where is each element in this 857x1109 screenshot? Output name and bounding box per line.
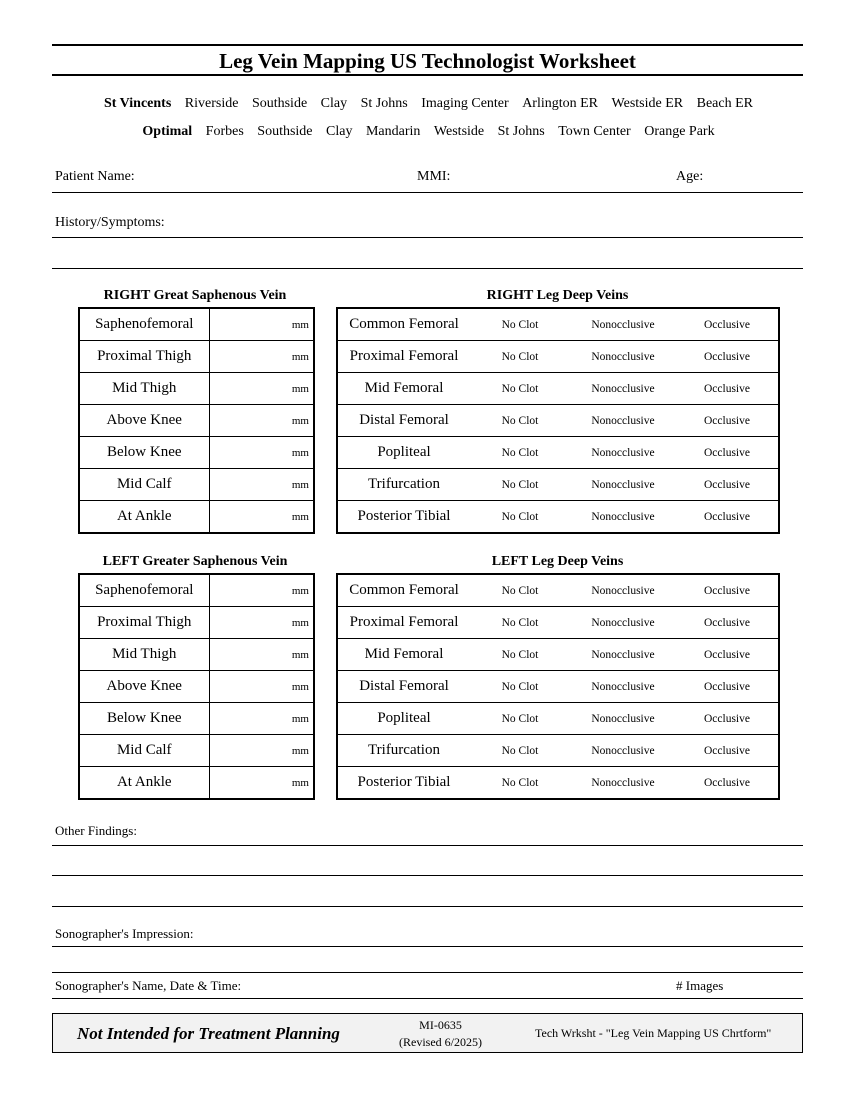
site-option[interactable]: Southside: [257, 124, 313, 139]
vein-segment-label: Above Knee: [79, 671, 209, 703]
diameter-mm-field[interactable]: mm: [209, 639, 314, 671]
no-clot-option[interactable]: No Clot: [470, 607, 570, 639]
deep-vein-label: Common Femoral: [337, 574, 470, 607]
brand-st-vincents: St Vincents: [103, 96, 172, 111]
vein-segment-label: Saphenofemoral: [79, 308, 209, 341]
nonocclusive-option[interactable]: Nonocclusive: [570, 308, 676, 341]
occlusive-option[interactable]: Occlusive: [676, 501, 779, 534]
nonocclusive-option[interactable]: Nonocclusive: [570, 607, 676, 639]
site-option[interactable]: Imaging Center: [421, 96, 509, 111]
site-option[interactable]: Beach ER: [696, 96, 753, 111]
site-option[interactable]: Westside ER: [611, 96, 684, 111]
no-clot-option[interactable]: No Clot: [470, 341, 570, 373]
gsv-row: [79, 501, 314, 534]
diameter-mm-field[interactable]: mm: [209, 308, 314, 341]
deep-vein-label: Distal Femoral: [337, 671, 470, 703]
nonocclusive-option[interactable]: Nonocclusive: [570, 703, 676, 735]
right-deep-title: RIGHT Leg Deep Veins: [486, 288, 629, 303]
deep-vein-row: [337, 308, 779, 341]
no-clot-option[interactable]: No Clot: [470, 671, 570, 703]
left-deep-table: [336, 573, 780, 800]
deep-vein-row: [337, 501, 779, 534]
site-option[interactable]: Town Center: [558, 124, 631, 139]
occlusive-option[interactable]: Occlusive: [676, 405, 779, 437]
form-code: MI-0635: [419, 1018, 462, 1032]
occlusive-option[interactable]: Occlusive: [676, 574, 779, 607]
deep-vein-row: [337, 607, 779, 639]
diameter-mm-field[interactable]: mm: [209, 501, 314, 534]
deep-vein-row: [337, 703, 779, 735]
site-option[interactable]: Mandarin: [365, 124, 421, 139]
diameter-mm-field[interactable]: mm: [209, 341, 314, 373]
treatment-warning: Not Intended for Treatment Planning: [77, 1024, 340, 1043]
other-findings-line-3[interactable]: [52, 906, 803, 907]
impression-label: Sonographer's Impression:: [55, 926, 194, 941]
diameter-mm-field[interactable]: mm: [209, 373, 314, 405]
gsv-row: [79, 735, 314, 767]
diameter-mm-field[interactable]: mm: [209, 767, 314, 800]
location-row-st-vincents: [0, 95, 857, 113]
nonocclusive-option[interactable]: Nonocclusive: [570, 767, 676, 800]
gsv-row: [79, 469, 314, 501]
gsv-row: [79, 671, 314, 703]
no-clot-option[interactable]: No Clot: [470, 767, 570, 800]
diameter-mm-field[interactable]: mm: [209, 735, 314, 767]
vein-segment-label: Mid Calf: [79, 469, 209, 501]
right-gsv-title: RIGHT Great Saphenous Vein: [103, 288, 287, 303]
nonocclusive-option[interactable]: Nonocclusive: [570, 405, 676, 437]
other-findings-line-2[interactable]: [52, 875, 803, 876]
deep-vein-row: [337, 373, 779, 405]
no-clot-option[interactable]: No Clot: [470, 703, 570, 735]
vein-segment-label: Saphenofemoral: [79, 574, 209, 607]
vein-segment-label: Mid Calf: [79, 735, 209, 767]
patient-line[interactable]: [52, 192, 803, 193]
occlusive-option[interactable]: Occlusive: [676, 308, 779, 341]
deep-vein-row: [337, 735, 779, 767]
site-option[interactable]: Clay: [326, 124, 353, 139]
diameter-mm-field[interactable]: mm: [209, 703, 314, 735]
gsv-row: [79, 639, 314, 671]
gsv-row: [79, 405, 314, 437]
deep-vein-label: Proximal Femoral: [337, 607, 470, 639]
mmi-label: MMI:: [417, 169, 451, 184]
diameter-mm-field[interactable]: mm: [209, 437, 314, 469]
deep-vein-label: Popliteal: [337, 703, 470, 735]
deep-vein-label: Posterior Tibial: [337, 767, 470, 800]
deep-vein-row: [337, 574, 779, 607]
history-label: History/Symptoms:: [55, 215, 165, 230]
vein-segment-label: Proximal Thigh: [79, 341, 209, 373]
site-option[interactable]: Southside: [251, 96, 308, 111]
site-option[interactable]: Forbes: [205, 124, 244, 139]
nonocclusive-option[interactable]: Nonocclusive: [570, 574, 676, 607]
deep-vein-row: [337, 639, 779, 671]
diameter-mm-field[interactable]: mm: [209, 469, 314, 501]
vein-segment-label: At Ankle: [79, 767, 209, 800]
no-clot-option[interactable]: No Clot: [470, 437, 570, 469]
diameter-mm-field[interactable]: mm: [209, 405, 314, 437]
left-deep-title: LEFT Leg Deep Veins: [491, 554, 624, 569]
deep-vein-row: [337, 405, 779, 437]
right-deep-table: [336, 307, 780, 534]
no-clot-option[interactable]: No Clot: [470, 735, 570, 767]
vein-segment-label: Mid Thigh: [79, 639, 209, 671]
revision-date: (Revised 6/2025): [399, 1035, 482, 1049]
nonocclusive-option[interactable]: Nonocclusive: [570, 639, 676, 671]
deep-vein-row: [337, 767, 779, 800]
vein-segment-label: Mid Thigh: [79, 373, 209, 405]
nonocclusive-option[interactable]: Nonocclusive: [570, 437, 676, 469]
deep-vein-label: Common Femoral: [337, 308, 470, 341]
diameter-mm-field[interactable]: mm: [209, 574, 314, 607]
gsv-row: [79, 341, 314, 373]
occlusive-option[interactable]: Occlusive: [676, 607, 779, 639]
occlusive-option[interactable]: Occlusive: [676, 639, 779, 671]
history-line-1[interactable]: [52, 237, 803, 238]
site-option[interactable]: Orange Park: [644, 124, 715, 139]
deep-vein-row: [337, 469, 779, 501]
right-gsv-table: [78, 307, 315, 534]
occlusive-option[interactable]: Occlusive: [676, 767, 779, 800]
site-option[interactable]: Westside: [433, 124, 485, 139]
deep-vein-label: Trifurcation: [337, 469, 470, 501]
occlusive-option[interactable]: Occlusive: [676, 373, 779, 405]
vein-segment-label: Below Knee: [79, 437, 209, 469]
nonocclusive-option[interactable]: Nonocclusive: [570, 373, 676, 405]
other-findings-label: Other Findings:: [55, 823, 137, 838]
gsv-row: [79, 703, 314, 735]
deep-vein-label: Proximal Femoral: [337, 341, 470, 373]
gsv-row: [79, 373, 314, 405]
vein-segment-label: Below Knee: [79, 703, 209, 735]
nonocclusive-option[interactable]: Nonocclusive: [570, 469, 676, 501]
site-option[interactable]: Arlington ER: [522, 96, 599, 111]
patient-name-label: Patient Name:: [55, 169, 135, 184]
deep-vein-row: [337, 437, 779, 469]
occlusive-option[interactable]: Occlusive: [676, 671, 779, 703]
other-findings-line-1[interactable]: [52, 845, 803, 846]
left-gsv-title: LEFT Greater Saphenous Vein: [102, 554, 288, 569]
occlusive-option[interactable]: Occlusive: [676, 735, 779, 767]
sonographer-label: Sonographer's Name, Date & Time:: [55, 978, 242, 993]
no-clot-option[interactable]: No Clot: [470, 373, 570, 405]
age-label: Age:: [676, 169, 704, 184]
deep-vein-label: Mid Femoral: [337, 373, 470, 405]
nonocclusive-option[interactable]: Nonocclusive: [570, 501, 676, 534]
no-clot-option[interactable]: No Clot: [470, 469, 570, 501]
brand-optimal: Optimal: [142, 124, 193, 139]
nonocclusive-option[interactable]: Nonocclusive: [570, 735, 676, 767]
diameter-mm-field[interactable]: mm: [209, 671, 314, 703]
diameter-mm-field[interactable]: mm: [209, 607, 314, 639]
images-label: # Images: [676, 978, 724, 993]
occlusive-option[interactable]: Occlusive: [676, 469, 779, 501]
no-clot-option[interactable]: No Clot: [470, 405, 570, 437]
gsv-row: [79, 437, 314, 469]
no-clot-option[interactable]: No Clot: [470, 574, 570, 607]
occlusive-option[interactable]: Occlusive: [676, 437, 779, 469]
site-option[interactable]: Riverside: [184, 96, 239, 111]
sonographer-line[interactable]: [52, 998, 803, 999]
occlusive-option[interactable]: Occlusive: [676, 341, 779, 373]
history-line-2[interactable]: [52, 268, 803, 269]
gsv-row: [79, 574, 314, 607]
occlusive-option[interactable]: Occlusive: [676, 703, 779, 735]
deep-vein-label: Posterior Tibial: [337, 501, 470, 534]
deep-vein-label: Mid Femoral: [337, 639, 470, 671]
site-option[interactable]: St Johns: [360, 96, 408, 111]
vein-segment-label: Proximal Thigh: [79, 607, 209, 639]
no-clot-option[interactable]: No Clot: [470, 639, 570, 671]
form-code-block: [383, 1017, 498, 1051]
deep-vein-label: Popliteal: [337, 437, 470, 469]
site-option[interactable]: St Johns: [497, 124, 545, 139]
vein-segment-label: Above Knee: [79, 405, 209, 437]
deep-vein-label: Trifurcation: [337, 735, 470, 767]
nonocclusive-option[interactable]: Nonocclusive: [570, 671, 676, 703]
deep-vein-row: [337, 671, 779, 703]
no-clot-option[interactable]: No Clot: [470, 501, 570, 534]
form-description: Tech Wrksht - "Leg Vein Mapping US Chrtform": [535, 1026, 772, 1040]
vein-segment-label: At Ankle: [79, 501, 209, 534]
footer-box: [52, 1013, 803, 1053]
gsv-row: [79, 767, 314, 800]
page-title: Leg Vein Mapping US Technologist Worksheet: [219, 49, 636, 73]
impression-line[interactable]: [52, 946, 803, 947]
deep-vein-row: [337, 341, 779, 373]
left-gsv-table: [78, 573, 315, 800]
site-option[interactable]: Clay: [320, 96, 348, 111]
location-row-optimal: [0, 123, 857, 141]
deep-vein-label: Distal Femoral: [337, 405, 470, 437]
gsv-row: [79, 607, 314, 639]
nonocclusive-option[interactable]: Nonocclusive: [570, 341, 676, 373]
gsv-row: [79, 308, 314, 341]
no-clot-option[interactable]: No Clot: [470, 308, 570, 341]
